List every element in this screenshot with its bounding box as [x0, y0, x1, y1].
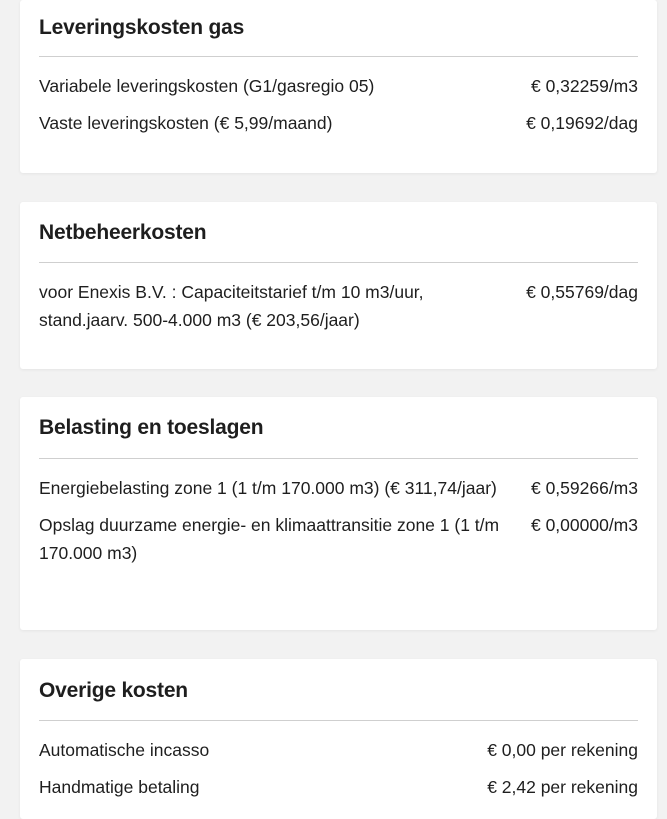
cost-row — [39, 278, 638, 334]
cost-value: € 0,32259/m3 — [530, 76, 638, 96]
section-title: Leveringskosten gas — [39, 16, 245, 39]
overige-kosten-card — [20, 659, 657, 819]
cost-row — [39, 474, 638, 502]
cost-value: € 0,59266/m3 — [530, 478, 638, 498]
cost-label: Energiebelasting zone 1 (1 t/m 170.000 m3) (€ 311,74/jaar) — [39, 478, 497, 498]
cost-label: Variabele leveringskosten (G1/gasregio 05) — [39, 76, 375, 96]
cost-label: Automatische incasso — [39, 740, 210, 760]
leveringskosten-gas-card — [20, 0, 657, 173]
cost-list — [39, 721, 638, 801]
cost-row — [39, 736, 638, 764]
cost-label: Opslag duurzame energie- en klimaattransitie zone 1 (1 t/m 170.000 m3) — [39, 515, 500, 563]
cost-value: € 0,00000/m3 — [530, 515, 638, 535]
cost-row — [39, 511, 638, 567]
cost-value: € 0,00 per rekening — [487, 740, 638, 760]
section-title: Belasting en toeslagen — [39, 416, 264, 439]
netbeheerkosten-card — [20, 202, 657, 369]
cost-list — [39, 459, 638, 567]
cost-value: € 0,55769/dag — [526, 282, 638, 302]
cost-row — [39, 773, 638, 801]
cost-list — [39, 57, 638, 137]
cost-label: Vaste leveringskosten (€ 5,99/maand) — [39, 113, 333, 133]
belasting-toeslagen-card — [20, 397, 657, 630]
section-title: Overige kosten — [39, 679, 188, 702]
cost-list — [39, 263, 638, 334]
section-title: Netbeheerkosten — [39, 221, 207, 244]
cost-label: voor Enexis B.V. : Capaciteitstarief t/m 10 m3/uur, stand.jaarv. 500-4.000 m3 (€ 203,56/jaar) — [39, 282, 424, 330]
cost-label: Handmatige betaling — [39, 777, 200, 797]
cost-row — [39, 72, 638, 100]
cost-value: € 0,19692/dag — [526, 113, 638, 133]
cost-value: € 2,42 per rekening — [487, 777, 638, 797]
cost-row — [39, 109, 638, 137]
